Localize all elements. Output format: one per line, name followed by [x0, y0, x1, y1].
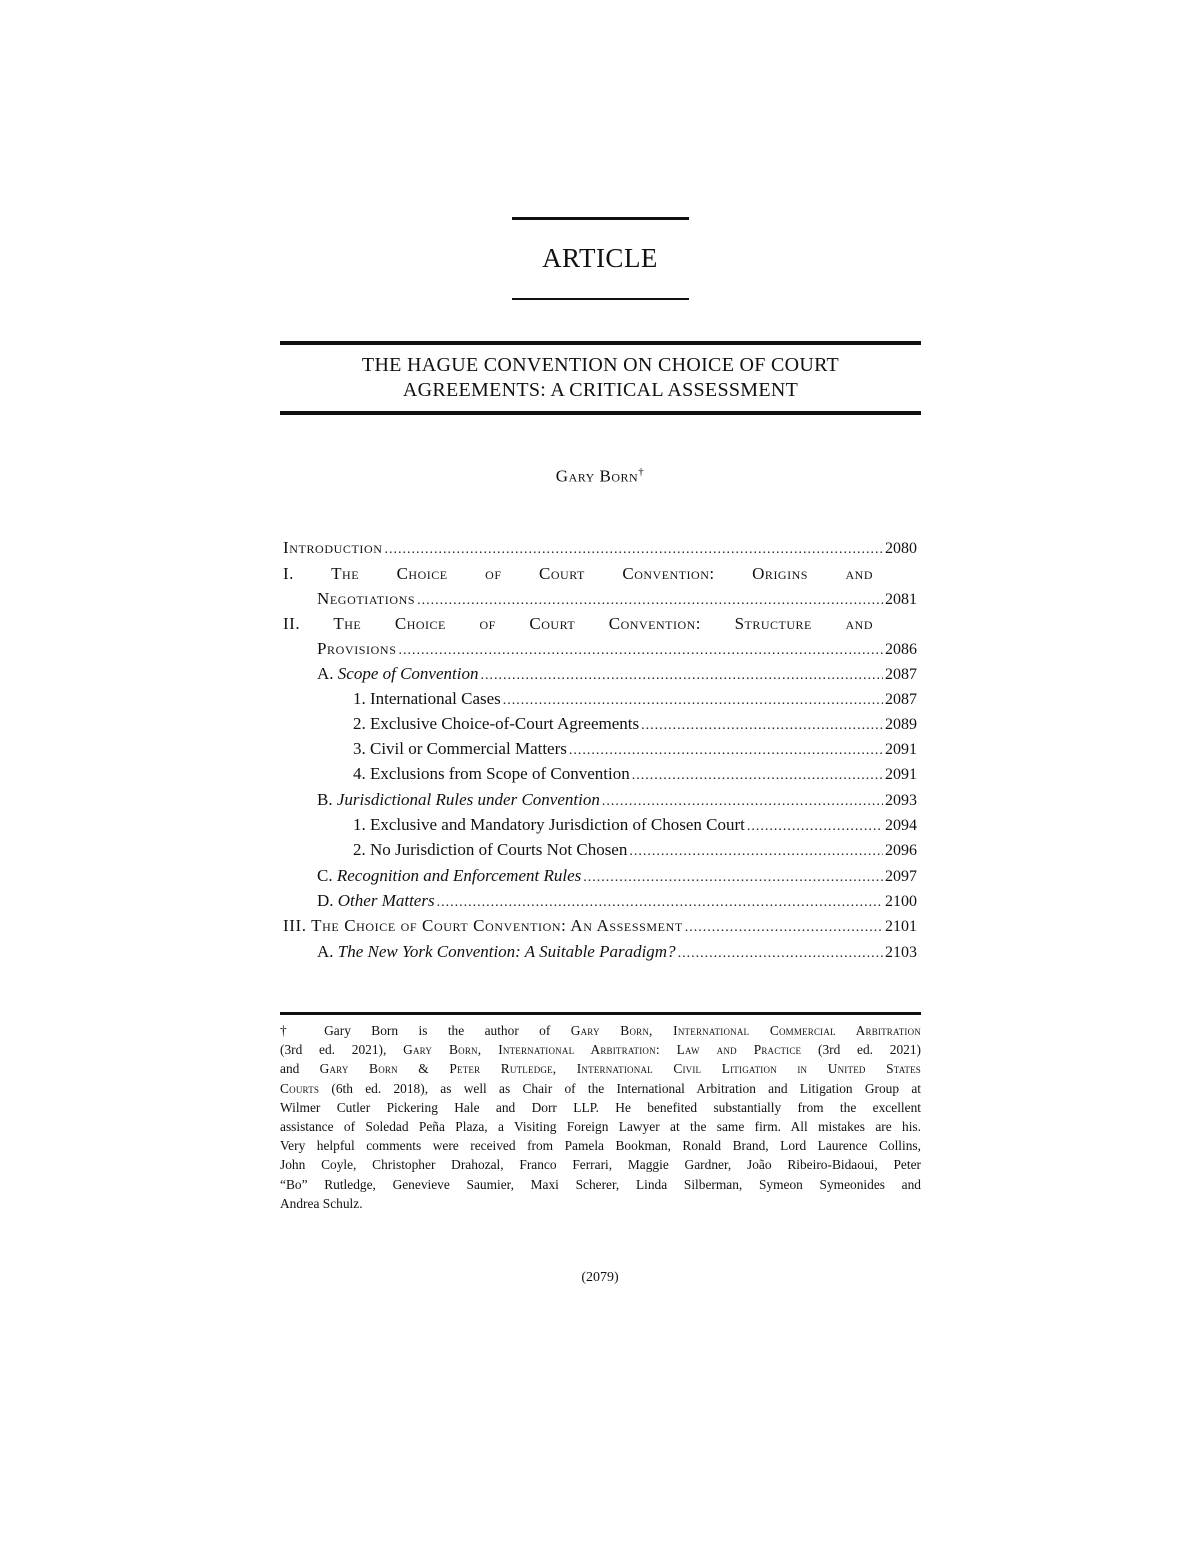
- toc-entry-page: 2081: [885, 591, 917, 608]
- footnote-line: “Bo” Rutledge, Genevieve Saumier, Maxi Scherer, Linda Silberman, Symeon Symeonides and: [280, 1176, 921, 1192]
- title-line-1: THE HAGUE CONVENTION ON CHOICE OF COURT: [361, 354, 840, 376]
- footnote-citation: Gary Born, International Arbitration: Law and Practice: [403, 1042, 802, 1058]
- toc-entry-title: Other Matters: [337, 891, 435, 910]
- toc-entry-section-iii-a: [317, 941, 917, 963]
- footnote-line: [280, 1059, 921, 1078]
- toc-entry-prefix: C.: [317, 866, 333, 885]
- footnote-line: [280, 1021, 921, 1040]
- toc-entry-section-d: [317, 890, 917, 912]
- toc-entry-page: 2080: [885, 540, 917, 557]
- footnote-line: [280, 1079, 921, 1098]
- toc-entry-part-2: [317, 638, 917, 660]
- toc-entry-label: [317, 865, 581, 887]
- article-title: [280, 353, 921, 403]
- toc-entry-page: 2087: [885, 666, 917, 683]
- toc-entry-label: Introduction: [283, 538, 383, 557]
- footnote-text: (3rd ed. 2021),: [280, 1042, 404, 1058]
- title-line-2: AGREEMENTS: A CRITICAL ASSESSMENT: [402, 379, 799, 401]
- toc-entry-label: [317, 663, 478, 685]
- author-name: Gary Born: [555, 466, 639, 486]
- footnote-text: and: [280, 1061, 320, 1077]
- toc-entry-prefix: D.: [317, 891, 334, 910]
- footnote-text: (6th ed. 2018), as well as Chair of the International Arbitration and Litigation Group at: [319, 1080, 921, 1096]
- toc-entry-title: Scope of Convention: [337, 664, 479, 683]
- author-byline: [0, 466, 1200, 487]
- toc-entry-label: [317, 941, 676, 963]
- toc-entry-page: 2093: [885, 792, 917, 809]
- toc-entry-title: Recognition and Enforcement Rules: [336, 866, 582, 885]
- toc-entry-b2: [353, 839, 917, 861]
- toc-entry-part-3: [283, 915, 917, 937]
- toc-entry-page: 2096: [885, 842, 917, 859]
- toc-leader-dots: [602, 791, 883, 813]
- footnote-line: assistance of Soledad Peña Plaza, a Visiting Foreign Lawyer at the same firm. All mistakes are his.: [280, 1119, 921, 1135]
- toc-entry-title: The New York Convention: A Suitable Paradigm?: [337, 942, 676, 961]
- author-footnote: [280, 1021, 921, 1213]
- toc-leader-dots: [569, 740, 883, 762]
- footnote-citation: Courts: [280, 1080, 320, 1096]
- toc-entry-page: 2094: [885, 817, 917, 834]
- toc-entry-page: 2087: [885, 691, 917, 708]
- toc-entry-label: 3. Civil or Commercial Matters: [353, 739, 567, 758]
- toc-leader-dots: [641, 715, 883, 737]
- toc-entry-b1: [353, 814, 917, 836]
- toc-entry-label: Negotiations: [317, 589, 416, 608]
- toc-entry-page: 2103: [885, 944, 917, 961]
- title-top-rule: [280, 341, 921, 345]
- article-top-rule: [512, 217, 689, 220]
- toc-entry-label: 1. Exclusive and Mandatory Jurisdiction of Chosen Court: [353, 815, 745, 834]
- title-bottom-rule: [280, 411, 921, 415]
- toc-entry-label: 1. International Cases: [353, 689, 501, 708]
- toc-leader-dots: [398, 640, 883, 662]
- toc-leader-dots: [747, 816, 883, 838]
- toc-leader-dots: [583, 867, 883, 889]
- toc-entry-a3: [353, 738, 917, 760]
- footnote-line: Very helpful comments were received from Pamela Bookman, Ronald Brand, Lord Laurence Collins,: [280, 1138, 921, 1154]
- toc-entry-page: 2086: [885, 641, 917, 658]
- toc-leader-dots: [629, 841, 883, 863]
- toc-entry-page: 2091: [885, 741, 917, 758]
- page-number: (2079): [581, 1270, 619, 1285]
- toc-entry-introduction: [283, 537, 917, 559]
- toc-entry-a1: [353, 688, 917, 710]
- toc-entry-page: 2089: [885, 716, 917, 733]
- article-label: ARTICLE: [542, 243, 658, 273]
- toc-entry-label: 2. Exclusive Choice-of-Court Agreements: [353, 714, 640, 733]
- toc-entry-part-1-line-1: I. The Choice of Court Convention: Origins and: [283, 564, 873, 583]
- author-footnote-mark: †: [638, 466, 645, 478]
- toc-entry-label: Provisions: [317, 639, 397, 658]
- toc-leader-dots: [632, 765, 883, 787]
- footnote-text: (3rd ed. 2021): [801, 1042, 921, 1058]
- toc-entry-page: 2091: [885, 766, 917, 783]
- footnote-line: John Coyle, Christopher Drahozal, Franco Ferrari, Maggie Gardner, João Ribeiro-Bidaoui, Peter: [280, 1157, 921, 1173]
- toc-leader-dots: [480, 665, 883, 687]
- footnote-citation: Gary Born & Peter Rutledge, International Civil Litigation in United States: [319, 1061, 921, 1077]
- toc-entry-page: 2097: [885, 868, 917, 885]
- toc-leader-dots: [685, 917, 883, 939]
- toc-entry-a4: [353, 763, 917, 785]
- footnote-citation: Gary Born, International Commercial Arbitration: [570, 1023, 921, 1038]
- toc-entry-page: 2101: [885, 918, 917, 935]
- toc-entry-label: [317, 890, 435, 912]
- toc-entry-title: Jurisdictional Rules under Convention: [336, 790, 600, 809]
- toc-entry-prefix: B.: [317, 790, 333, 809]
- toc-entry-part-2-line-1: II. The Choice of Court Convention: Structure and: [283, 614, 873, 633]
- footnote-text: † Gary Born is the author of: [280, 1023, 571, 1038]
- toc-entry-part-1: [317, 588, 917, 610]
- toc-entry-label: [317, 789, 600, 811]
- toc-entry-prefix: A.: [317, 664, 334, 683]
- toc-leader-dots: [503, 690, 883, 712]
- toc-entry-a2: [353, 713, 917, 735]
- footnote-line: Andrea Schulz.: [280, 1195, 363, 1211]
- toc-leader-dots: [678, 943, 883, 965]
- toc-entry-section-b: [317, 789, 917, 811]
- toc-entry-label: 2. No Jurisdiction of Courts Not Chosen: [353, 840, 628, 859]
- footnote-line: Wilmer Cutler Pickering Hale and Dorr LLP. He benefited substantially from the excellent: [280, 1099, 921, 1115]
- toc-entry-section-a: [317, 663, 917, 685]
- toc-entry-section-c: [317, 865, 917, 887]
- footnote-separator-rule: [280, 1012, 921, 1015]
- toc-leader-dots: [385, 539, 883, 561]
- toc-entry-page: 2100: [885, 893, 917, 910]
- toc-leader-dots: [417, 590, 883, 612]
- footnote-line: [280, 1040, 921, 1059]
- toc-entry-label: III. The Choice of Court Convention: An Assessment: [283, 916, 683, 935]
- article-bottom-rule: [512, 298, 689, 300]
- toc-entry-label: 4. Exclusions from Scope of Convention: [353, 764, 630, 783]
- toc-leader-dots: [437, 892, 883, 914]
- toc-entry-prefix: A.: [317, 942, 334, 961]
